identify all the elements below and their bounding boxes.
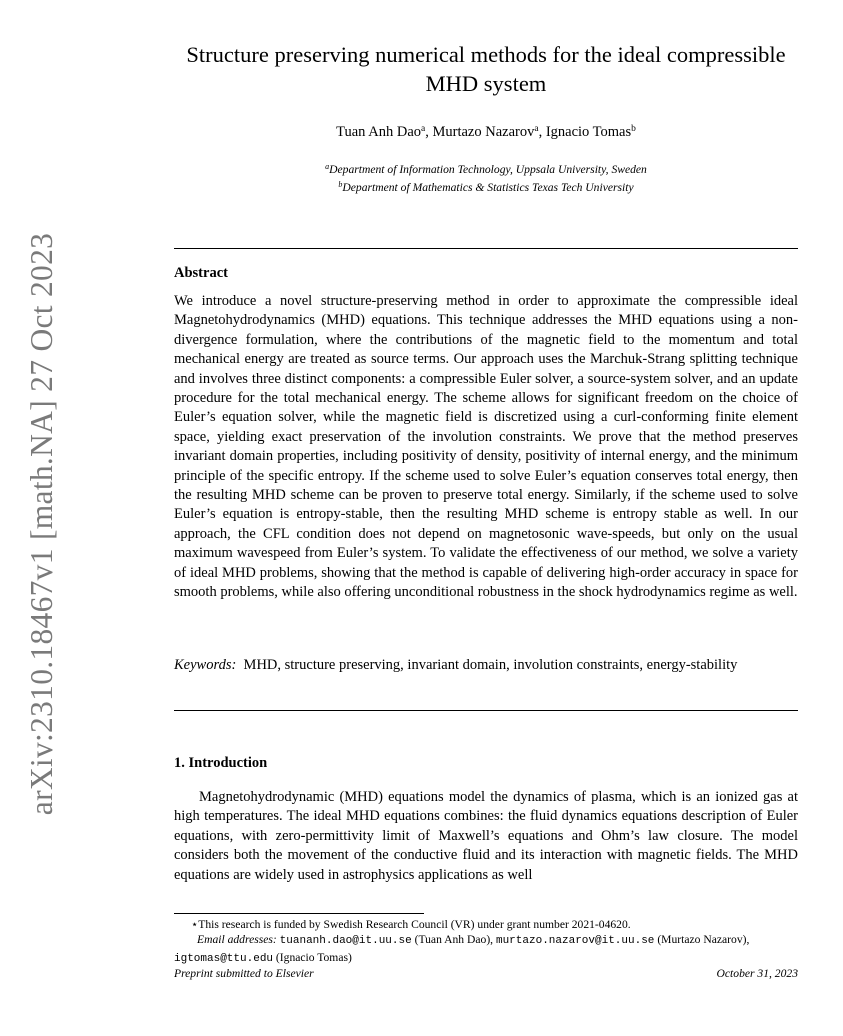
email-label: Email addresses: [197,933,277,947]
affiliation-mark: b [338,180,343,189]
author-name: Tuan Anh Dao [336,124,422,140]
arxiv-side-stamp [22,219,62,829]
paper-title: Structure preserving numerical methods for the ideal compressible MHD system [186,42,786,96]
footer-date: October 31, 2023 [716,967,798,980]
email-link[interactable]: murtazo.nazarov@it.uu.se [495,935,655,948]
abstract-body: We introduce a novel structure-preserving method in order to approximate the compressible ideal Magnetohydrodynamics (MHD) equations. This technique addresses the MHD equations using a non-divergence formulation, where the contributions of the magnetic field to the momentum and total mechanical energy are treated as source terms. Our approach uses the Marchuk-Strang splitting technique and involves three distinct components: a compressible Euler solver, a source-system solver, and an update procedure for the total mechanical energy. The scheme allows for significant freedom on the choice of Euler’s equation solver, while the magnetic field is discretized using a curl-conforming finite element space, yielding exact preservation of the involution constraints. We prove that the method preserves invariant domain properties, including positivity of density, positivity of internal energy, and the minimum principle of the specific entropy. If the scheme used to solve Euler’s equation conserves total energy, then the resulting MHD scheme can be proven to preserve total energy. Similarly, if the scheme used to solve Euler’s equation is entropy-stable, then the resulting MHD scheme is entropy stable as well. In our approach, the CFL condition does not depend on magnetosonic wave-speeds, but only on the usual maximum wavespeed from Euler’s system. To validate the effectiveness of our method, we solve a variety of ideal MHD problems, showing that the method is capable of delivering high-order accuracy in space for smooth problems, while also offering unconditional robustness in the shock hydrodynamics regime as well. [174,293,798,601]
email-owner: (Tuan Anh Dao), [411,933,496,947]
author-name: Murtazo Nazarov [432,124,535,140]
abstract-bottom-rule [174,710,798,711]
affiliation-text: Department of Mathematics & Statistics Texas Tech University [342,181,634,194]
author-affil-mark: a [421,124,426,134]
arxiv-identifier: arXiv:2310.18467v1 [math.NA] 27 Oct 2023 [24,232,60,816]
affiliation-line [174,159,798,177]
author-separator: , [538,124,546,140]
email-footnote [174,932,798,967]
keywords [174,655,798,676]
introduction-paragraph: Magnetohydrodynamic (MHD) equations model the dynamics of plasma, which is an ionized gas at high temperatures. The ideal MHD equations combines: the fluid dynamics equations description of Euler equations, with zero-permittivity limit of Maxwell’s equations and Ohm’s law closure. The model considers both the movement of the conductive fluid and its interaction with magnetic fields. The MHD equations are widely used in astrophysics applications as well [174,789,798,883]
affiliation-line [174,177,798,195]
email-link[interactable]: tuananh.dao@it.uu.se [279,935,412,948]
affiliations [174,159,798,195]
section-heading: 1. Introduction [174,755,268,771]
author-affil-mark: b [631,124,636,134]
abstract-heading: Abstract [174,265,228,281]
email-owner: (Ignacio Tomas) [273,950,352,964]
email-owner: (Murtazo Nazarov), [654,933,750,947]
footnotes [174,917,798,967]
funding-footnote [174,917,798,932]
preprint-note: Preprint submitted to Elsevier [174,967,314,980]
author-separator: , [425,124,433,140]
footnote-mark: ⋆ [191,918,199,931]
author-affil-mark: a [534,124,539,134]
page-footer [174,967,798,980]
keywords-text: MHD, structure preserving, invariant domain, involution constraints, energy-stability [243,657,738,673]
footnote-rule [174,913,424,914]
author-name: Ignacio Tomas [545,124,632,140]
keywords-label: Keywords: [174,657,237,673]
abstract-top-rule [174,248,798,249]
affiliation-mark: a [325,162,330,171]
author-list [174,124,798,141]
funding-text: This research is funded by Swedish Research Council (VR) under grant number 2021-04620. [198,918,631,931]
affiliation-text: Department of Information Technology, Uppsala University, Sweden [329,163,647,176]
email-link[interactable]: igtomas@ttu.edu [174,952,274,965]
